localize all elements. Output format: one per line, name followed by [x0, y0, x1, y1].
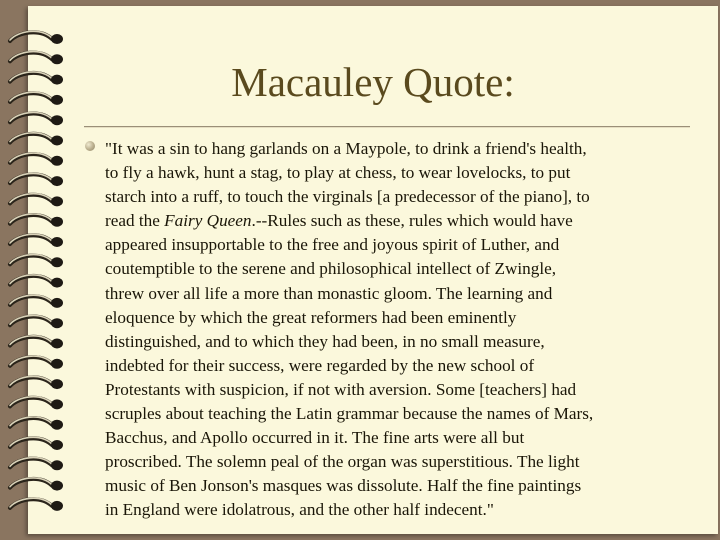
spiral-binding-ring-icon — [10, 295, 63, 308]
quote-line: Protestants with suspicion, if not with aversion. Some [teachers] had — [105, 379, 577, 399]
title-divider — [84, 126, 690, 128]
quote-line: in England were idolatrous, and the other half indecent." — [105, 500, 494, 520]
quote-line: to fly a hawk, hunt a stag, to play at chess, to wear lovelocks, to put — [105, 163, 571, 183]
spiral-binding-ring-icon — [10, 437, 63, 450]
quote-line: proscribed. The solemn peal of the organ was superstitious. The light — [105, 452, 580, 472]
spiral-binding-ring-icon — [10, 153, 63, 166]
quote-line: eloquence by which the great reformers had been eminently — [105, 307, 517, 327]
quote-line: indebted for their success, were regarded by the new school of — [105, 355, 535, 375]
slide-title: Macauley Quote: — [231, 59, 515, 105]
quote-line: coutemptible to the serene and philosophical intellect of Zwingle, — [105, 259, 557, 279]
spiral-binding-ring-icon — [10, 234, 63, 247]
spiral-binding-ring-icon — [10, 376, 63, 389]
quote-line — [105, 209, 687, 233]
quote-line: "It was a sin to hang garlands on a Maypole, to drink a friend's health, — [105, 139, 587, 158]
spiral-binding-ring-icon — [10, 275, 63, 288]
spiral-binding-ring-icon — [10, 498, 63, 511]
quote-line: starch into a ruff, to touch the virginals [a predecessor of the piano], to — [105, 187, 590, 207]
spiral-binding-ring-icon — [10, 31, 63, 44]
quote-line: Bacchus, and Apollo occurred in it. The fine arts were all but — [105, 428, 525, 448]
spiral-binding-ring-icon — [10, 194, 63, 207]
quote-text — [105, 137, 687, 523]
spiral-binding-ring-icon — [10, 458, 63, 471]
spiral-binding-ring-icon — [10, 356, 63, 369]
spiral-binding-ring-icon — [10, 255, 63, 268]
spiral-binding-ring-icon — [10, 133, 63, 146]
quote-line: appeared insupportable to the free and joyous spirit of Luther, and — [105, 235, 560, 255]
spiral-binding-ring-icon — [10, 173, 63, 186]
spiral-binding-ring-icon — [10, 336, 63, 349]
quote-line-start: read the — [105, 211, 165, 231]
spiral-binding-ring-icon — [10, 417, 63, 430]
fairy-queen-title: Fairy Queen — [164, 211, 252, 231]
spiral-binding-ring-icon — [10, 397, 63, 410]
spiral-binding-ring-icon — [10, 113, 63, 126]
spiral-binding-ring-icon — [10, 214, 63, 227]
bullet-icon — [85, 141, 95, 151]
spiral-binding-ring-icon — [10, 316, 63, 329]
spiral-binding-ring-icon — [10, 478, 63, 491]
quote-line: distinguished, and to which they had been, in no small measure, — [105, 331, 545, 351]
quote-line: scruples about teaching the Latin grammar because the names of Mars, — [105, 404, 594, 424]
quote-line: music of Ben Jonson's masques was dissolute. Half the fine paintings — [105, 476, 582, 496]
quote-line: threw over all life a more than monastic gloom. The learning and — [105, 283, 553, 303]
quote-line-end: .--Rules such as these, rules which would have — [251, 211, 573, 231]
